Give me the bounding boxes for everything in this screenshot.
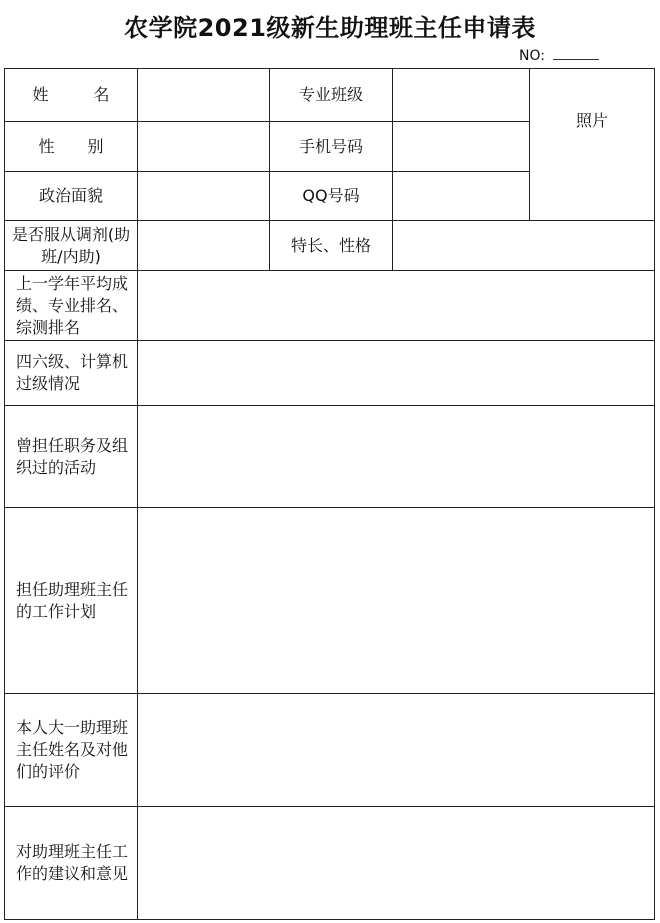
accept-adjust-label: 是否服从调剂(助班/内助) <box>5 221 138 271</box>
cet-computer-label: 四六级、计算机过级情况 <box>5 341 138 406</box>
specialty-personality-label: 特长、性格 <box>270 221 393 271</box>
qq-field[interactable] <box>393 172 530 221</box>
accept-adjust-field[interactable] <box>138 221 270 271</box>
prev-assistants-field[interactable] <box>138 694 655 807</box>
name-label: 姓 名 <box>5 69 138 122</box>
form-title: 农学院2021级新生助理班主任申请表 <box>124 14 536 42</box>
political-status-field[interactable] <box>138 172 270 221</box>
form-number-label: NO: <box>519 48 545 64</box>
name-field[interactable] <box>138 69 270 122</box>
application-form-table <box>4 68 655 920</box>
form-number <box>519 48 599 64</box>
major-class-field[interactable] <box>393 69 530 122</box>
phone-label: 手机号码 <box>270 122 393 172</box>
positions-activities-field[interactable] <box>138 406 655 508</box>
gender-label: 性 别 <box>5 122 138 172</box>
phone-field[interactable] <box>393 122 530 172</box>
photo-box[interactable] <box>530 69 655 221</box>
suggestions-label: 对助理班主任工作的建议和意见 <box>5 807 138 920</box>
positions-activities-label: 曾担任职务及组织过的活动 <box>5 406 138 508</box>
form-number-blank[interactable] <box>553 49 599 60</box>
gpa-rank-label: 上一学年平均成绩、专业排名、综测排名 <box>5 271 138 341</box>
specialty-personality-field[interactable] <box>393 221 655 271</box>
major-class-label: 专业班级 <box>270 69 393 122</box>
work-plan-label: 担任助理班主任的工作计划 <box>5 508 138 694</box>
cet-computer-field[interactable] <box>138 341 655 406</box>
political-status-label: 政治面貌 <box>5 172 138 221</box>
qq-label: QQ号码 <box>270 172 393 221</box>
gpa-rank-field[interactable] <box>138 271 655 341</box>
prev-assistants-label: 本人大一助理班主任姓名及对他们的评价 <box>5 694 138 807</box>
suggestions-field[interactable] <box>138 807 655 920</box>
photo-label: 照片 <box>575 110 608 130</box>
gender-field[interactable] <box>138 122 270 172</box>
work-plan-field[interactable] <box>138 508 655 694</box>
